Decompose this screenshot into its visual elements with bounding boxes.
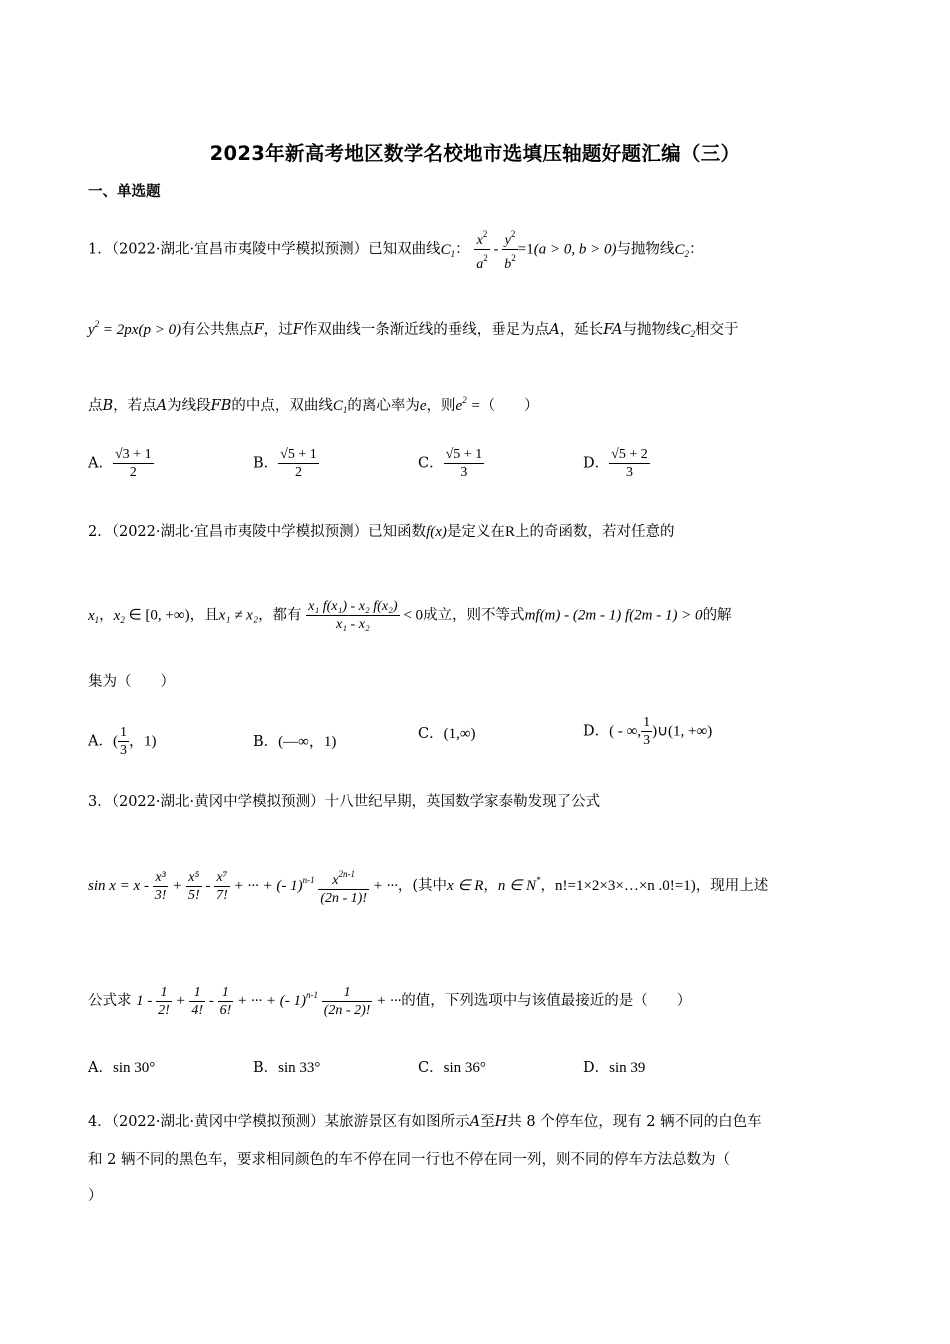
q1-choice-b[interactable]: B． $\frac{√5 + 1}{2}$ (253, 447, 317, 480)
question-1-line-1: 1．（2022·湖北·宜昌市夷陵中学模拟预测）已知双曲线$C_1$： $\frac{x^2}{a^2}$ - $\frac{y^2}{b^2}$ =1(a > 0, b > 0)与抛物线$C_2$： (88, 226, 703, 273)
question-3-line-2: sin x = x - $\frac{\text{x³}}{3!}$ + $\frac{\text{x⁵}}{5!}$ - $\frac{\text{x⁷}}{7!}$ + ··· + (- 1)$^{n-1}$ $\frac{x^{2n-1}}{(2n - 1)!}$ + ···，(其中x ∈ R，n ∈ N*，n!=1×2×3×…×n .0!=1)，现用上述 (88, 866, 768, 907)
q1-choice-c[interactable]: C． $\frac{√5 + 1}{3}$ (418, 447, 483, 480)
taylor-series: sin x = x - $\frac{\text{x³}}{3!}$ + $\frac{\text{x⁵}}{5!}$ - $\frac{\text{x⁷}}{7!}$ + ··· + (- 1)$^{n-1}$ $\frac{x^{2n-1}}{(2n - 1)!}$ + ··· (88, 878, 398, 894)
page-title: 2023年新高考地区数学名校地市选填压轴题好题汇编（三） (209, 142, 741, 165)
question-3-line-1: 3．（2022·湖北·黄冈中学模拟预测）十八世纪早期，英国数学家泰勒发现了公式 (88, 794, 601, 810)
question-source: （2022·湖北·黄冈中学模拟预测） (111, 794, 325, 810)
question-source: （2022·湖北·黄冈中学模拟预测） (111, 1114, 325, 1130)
q3-choice-c[interactable]: C．sin 36° (418, 1060, 486, 1076)
question-3-line-3: 公式求 1 - $\frac{1}{2!}$ + $\frac{1}{4!}$ - $\frac{1}{6!}$ + ··· + (- 1)$^{n-1}$ $\frac{1}{(2n - 2)!}$ + ···的值，下列选项中与该值最接近的是（ ） (88, 985, 692, 1018)
question-4-line-3: ） (88, 1188, 103, 1204)
curve-c2: $C_2$ (674, 241, 689, 259)
question-source: （2022·湖北·宜昌市夷陵中学模拟预测） (111, 524, 369, 540)
question-4-line-1: 4．（2022·湖北·黄冈中学模拟预测）某旅游景区有如图所示A至H共 8 个停车位，现有 2 辆不同的白色车 (88, 1114, 762, 1130)
hyperbola-term-y: $\frac{y^2}{b^2}$ (502, 226, 518, 273)
domain-interval: [0, +∞) (145, 607, 190, 624)
parabola-equation: $y^2 = 2px(p > 0)$ (88, 319, 182, 338)
series-to-evaluate: 1 - $\frac{1}{2!}$ + $\frac{1}{4!}$ - $\frac{1}{6!}$ + ··· + (- 1)$^{n-1}$ $\frac{1}{(2n - 2)!}$ + ··· (136, 985, 402, 1018)
question-2-line-2: $x_1$，$x_2$ ∈ [0, +∞)，且x₁ ≠ x₂，都有 $\frac{\text{x₁ f(x₁) - x₂ f(x₂)}}{\text{x₁ - x₂}}$ < 0成立，则不等式mf(m) - (2m - 1) f(2m - 1) > 0的解 (88, 599, 732, 632)
question-number: 2． (88, 524, 112, 540)
q2-choice-b[interactable]: B．(—∞，1) (253, 734, 337, 750)
question-1-line-3: 点B，若点A为线段FB的中点，双曲线$C_1$的离心率为e，则$e^2$ =（ ） (88, 395, 539, 415)
q2-choice-d[interactable]: D．( - ∞, $\frac{1}{3}$ )∪(1, +∞) (583, 715, 713, 748)
q1-choice-a[interactable]: A． $\frac{√3 + 1}{2}$ (88, 447, 152, 480)
q3-choice-d[interactable]: D．sin 39 (583, 1060, 646, 1076)
q2-choice-a[interactable]: A．( $\frac{1}{3}$ ，1) (88, 725, 157, 758)
question-number: 3． (88, 794, 112, 810)
e-squared: $e^2$ = (455, 395, 481, 414)
hyperbola-condition: (a > 0, b > 0) (533, 241, 617, 258)
q3-choice-a[interactable]: A．sin 30° (88, 1060, 156, 1076)
q2-choice-c[interactable]: C．(1,∞) (418, 726, 476, 742)
inequality: mf(m) - (2m - 1) f(2m - 1) > 0 (524, 607, 703, 624)
question-4-line-2: 和 2 辆不同的黑色车，要求相同颜色的车不停在同一行也不停在同一列，则不同的停车方法总数为（ (88, 1152, 730, 1168)
curve-c1: $C_1$ (440, 241, 456, 259)
question-number: 1． (88, 241, 112, 258)
q3-choice-b[interactable]: B．sin 33° (253, 1060, 321, 1076)
difference-quotient: $\frac{\text{x₁ f(x₁) - x₂ f(x₂)}}{\text{x₁ - x₂}}$ (308, 599, 398, 632)
question-number: 4． (88, 1114, 112, 1130)
question-2-line-1: 2．（2022·湖北·宜昌市夷陵中学模拟预测）已知函数f(x)是定义在R上的奇函数，若对任意的 (88, 524, 675, 540)
question-2-line-3: 集为（ ） (88, 674, 175, 690)
hyperbola-term-x: $\frac{x^2}{a^2}$ (474, 226, 490, 273)
question-1-line-2: $y^2 = 2px(p > 0)$有公共焦点F，过F作双曲线一条渐近线的垂线，垂足为点A，延长FA与抛物线$C_2$相交于 (88, 319, 739, 339)
question-source: （2022·湖北·宜昌市夷陵中学模拟预测） (111, 241, 369, 258)
q1-choice-d[interactable]: D． $\frac{√5 + 2}{3}$ (583, 447, 648, 480)
section-heading: 一、单选题 (88, 184, 161, 200)
